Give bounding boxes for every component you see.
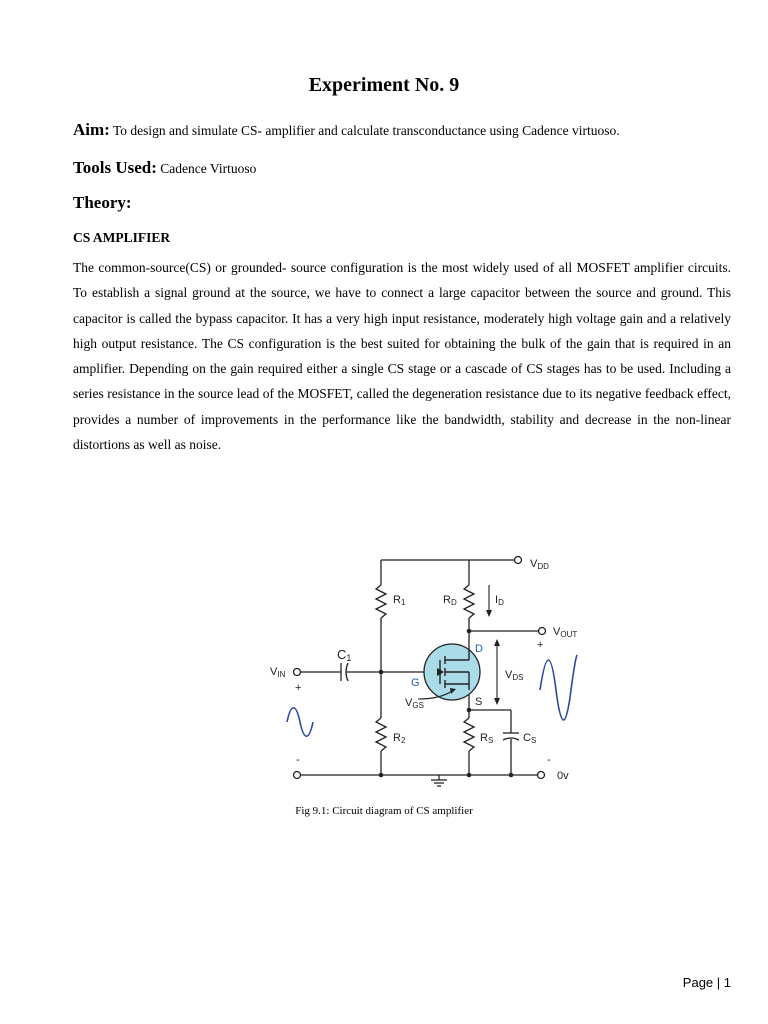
svg-text:VGS: VGS: [405, 697, 424, 710]
page-title: Experiment No. 9: [308, 74, 460, 96]
svg-text:VIN: VIN: [270, 666, 286, 679]
tools-label: Tools Used:: [73, 158, 157, 177]
svg-text:D: D: [475, 643, 483, 655]
tools-text: Cadence Virtuoso: [160, 161, 257, 176]
svg-text:RS: RS: [480, 732, 494, 745]
svg-text:S: S: [475, 696, 483, 708]
svg-text:R2: R2: [393, 732, 406, 745]
rs-resistor: [464, 718, 474, 751]
svg-text:-: -: [547, 754, 551, 766]
output-ground-terminal: [538, 772, 545, 779]
svg-text:G: G: [411, 677, 420, 689]
tools-line: [73, 158, 256, 178]
svg-text:0v: 0v: [557, 770, 569, 782]
aim-line: [73, 120, 620, 140]
page-number: Page | 1: [682, 975, 731, 990]
svg-text:+: +: [295, 682, 302, 694]
section-heading: CS AMPLIFIER: [73, 230, 171, 245]
svg-text:C1: C1: [337, 647, 352, 663]
output-sine-wave: [540, 655, 577, 720]
svg-text:VDS: VDS: [505, 669, 524, 682]
vdd-terminal: [515, 557, 522, 564]
svg-text:ID: ID: [495, 594, 504, 607]
svg-text:VOUT: VOUT: [553, 626, 578, 639]
vin-terminal: [294, 669, 301, 676]
svg-text:+: +: [537, 639, 544, 651]
circuit-diagram: [260, 545, 590, 790]
r1-resistor: [376, 585, 386, 618]
theory-heading: Theory:: [73, 193, 132, 212]
rd-resistor: [464, 585, 474, 618]
svg-text:-: -: [296, 754, 300, 766]
vout-terminal: [539, 628, 546, 635]
theory-paragraph: The common-source(CS) or grounded- source configuration is the most widely used of all MOSFET amplifier circuits. To establish a signal ground at the source, we have to connect a large capacitor between the source and ground. This capacitor is called the bypass capacitor. It has a very high input resistance, moderately high voltage gain and a relatively high output resistance. The CS configuration is the best suited for obtaining the bulk of the gain that is required in an amplifier. Depending on the gain required either a single CS stage or a cascade of CS stages has to be used. Including a series resistance in the source lead of the MOSFET, called the degeneration resistance due to its negative feedback effect, provides a number of improvements in the performance like the bandwidth, stability and decrease in the non-linear distortions as well as noise.: [73, 260, 731, 453]
aim-label: Aim:: [73, 120, 110, 139]
svg-text:VDD: VDD: [530, 558, 549, 571]
svg-text:CS: CS: [523, 732, 537, 745]
svg-text:RD: RD: [443, 594, 457, 607]
input-ground-terminal: [294, 772, 301, 779]
svg-text:R1: R1: [393, 594, 406, 607]
r2-resistor: [376, 718, 386, 751]
aim-text: To design and simulate CS- amplifier and calculate transconductance using Cadence virtuoso.: [112, 123, 620, 138]
figure-caption: Fig 9.1: Circuit diagram of CS amplifier: [295, 805, 473, 817]
input-sine-wave: [287, 708, 313, 737]
